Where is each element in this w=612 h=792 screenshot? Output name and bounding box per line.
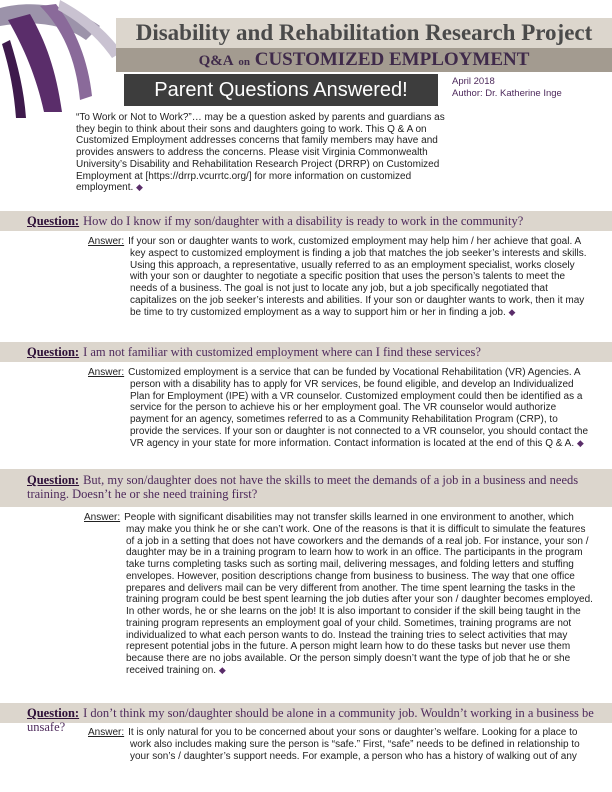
answer-text: person with a disability has to apply for VR services, be found eligible, and develop an Individualized Plan for Employment (IPE) with a VR counselor. Customized employment could then be identified as a service for the person to achieve his or her employment goal. The VR counselor would authorize payment for an agency, sometimes referred to as a Community Rehabilitation Program (CRP), to provide the services. If your son or daughter is not connected to a VR counselor, you should contact the VR agency in your state for more information. Contact information is located at the end of this Q & A. — [130, 378, 589, 449]
answer-3 — [84, 512, 596, 677]
answer-1 — [88, 236, 592, 318]
question-2 — [27, 345, 597, 359]
question-label: Question: — [27, 345, 80, 359]
question-label: Question: — [27, 473, 80, 487]
author-line: Author: Dr. Katherine Inge — [452, 88, 562, 99]
answer-label: Answer: — [84, 512, 121, 523]
question-text: I don’t think my son/daughter should be alone in a community job. Wouldn’t working in a business be unsafe? — [27, 706, 594, 734]
answer-body — [88, 248, 592, 319]
question-text: I am not familiar with customized employment where can I find these services? — [83, 345, 481, 359]
answer-text: work also includes making sure the person is “safe.” First, “safe” needs to be defined in relationship to your son’s / daughter’s support needs. For example, a person who has a history of walking out of any — [130, 738, 580, 762]
answer-first-line: If your son or daughter wants to work, customized employment may help him / her achieve that goal. A — [128, 236, 582, 247]
question-1 — [27, 214, 597, 228]
answer-text: key aspect to customized employment is finding a job that matches the job seeker’s interests and skills. Using this approach, a representative, usually referred to as an employment specialist, works closely with your son or daughter to negotiate a specific position that uses the person’s talents to meet the needs of a business. The goal is not just to locate any job, but a job specifically negotiated that capitalizes on the job seeker’s interests and abilities. If your son or daughter wants to work, then it may be time to try customized employment as a way to support him or her in finding a job. — [130, 247, 587, 318]
question-label: Question: — [27, 706, 80, 720]
answer-first-line: Customized employment is a service that can be funded by Vocational Rehabilitation (VR) Agencies. A — [128, 367, 581, 378]
intro-text: “To Work or Not to Work?”… may be a question asked by parents and guardians as they begin to think about their sons and daughters going to work. This Q & A on Customized Employment addresses concerns that family members may have and provides answers to address the concerns. Please visit Virginia Commonwealth University’s Disability and Rehabilitation Research Project (DRRP) on Customized Employment at [https://drrp.vcurrtc.org/] for more information on customized employment. — [76, 112, 445, 194]
document-subtitle — [116, 48, 612, 74]
document-title: Disability and Rehabilitation Research Project — [135, 20, 593, 45]
question-text: But, my son/daughter does not have the skills to meet the demands of a job in a business and needs training. Doesn’t he or she need training first? — [27, 473, 579, 501]
answer-2 — [88, 367, 592, 449]
answer-4 — [88, 727, 592, 762]
answer-label: Answer: — [88, 236, 125, 247]
end-diamond-icon: ◆ — [218, 664, 226, 675]
end-diamond-icon: ◆ — [508, 306, 516, 317]
banner-heading: Parent Questions Answered! — [154, 79, 408, 101]
subtitle-on: on — [238, 56, 250, 68]
subtitle-main: CUSTOMIZED EMPLOYMENT — [254, 49, 530, 70]
question-label: Question: — [27, 214, 80, 228]
question-3 — [27, 473, 592, 501]
subtitle-qa: Q&A — [198, 53, 234, 69]
answer-body — [84, 524, 596, 677]
drrp-logo-swoosh — [0, 0, 130, 120]
answer-label: Answer: — [88, 367, 125, 378]
end-diamond-icon: ◆ — [576, 437, 584, 448]
publication-meta — [452, 76, 562, 100]
answer-label: Answer: — [88, 727, 125, 738]
answer-body — [88, 739, 592, 763]
intro-paragraph — [76, 112, 462, 194]
end-diamond-icon: ◆ — [136, 182, 143, 193]
answer-text: may make you think he or she can’t work. One of the reasons is that it is difficult to simulate the features of a job in a setting that does not have coworkers and the demands of a real job. For instance, your son / daughter may be in a training program to learn how to work in an office. The participants in the program take turns completing tasks such as sorting mail, delivering messages, and folding letters and stuffing envelopes. However, position descriptions change from business to business. The way that one office prepares and delivers mail can be very different from another. The time spent learning the tasks in the training program could be best spent learning the job duties after your son / daughter becomes employed. In other words, he or she learns on the job! It is also important to consider if the skill being taught in the training program represents an employment goal of your child. Sometimes, training programs are not individualized to what each person wants to do. Instead the training tries to select activities that may represent potential jobs in the future. A person might learn how to do these tasks but never use them because there are no jobs available. Or the person simply doesn’t want the type of job that he or she received training on. — [126, 523, 593, 676]
question-text: How do I know if my son/daughter with a disability is ready to work in the community? — [83, 214, 524, 228]
answer-first-line: People with significant disabilities may not transfer skills learned in one environment to another, which — [124, 512, 574, 523]
answer-body — [88, 379, 592, 450]
answer-first-line: It is only natural for you to be concerned about your sons or daughter’s welfare. Looking for a place to — [128, 727, 578, 738]
publication-date: April 2018 — [452, 76, 495, 87]
